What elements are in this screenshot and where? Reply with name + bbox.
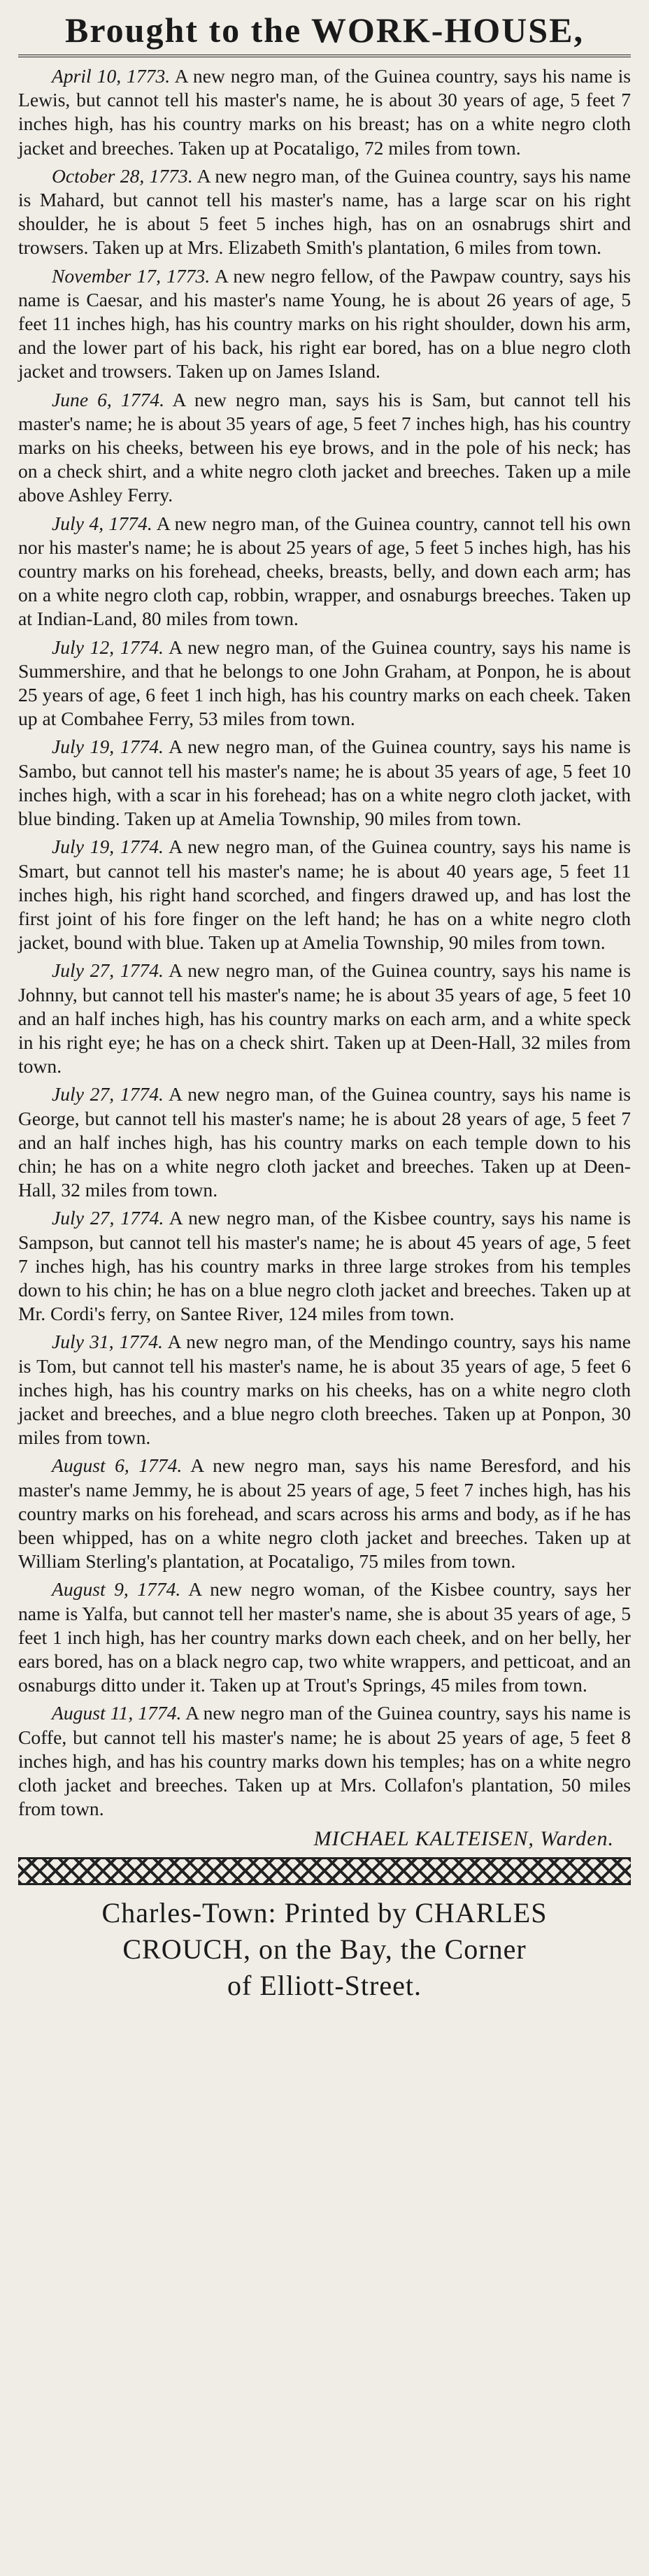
notice-text: A new negro man, of the Guinea country, says his name is Summershire, and that he belongs to one John Graham, at Ponpon, he is about 25 years of age, 6 feet 1 inch high, has his country marks on each cheek. Taken up at Combahee Ferry, 53 miles from town. xyxy=(18,636,631,730)
notice-text: A new negro man, of the Kisbee country, says his name is Sampson, but cannot tell his master's name; he is about 45 years of age, 5 feet 7 inches high, has his country marks in three large strokes from his temples down to his chin; he has on a blue negro cloth jacket and breeches. Taken up at Mr. Cordi's ferry, on Santee River, 124 miles from town. xyxy=(18,1207,631,1325)
notice-item xyxy=(18,1577,631,1697)
notice-date: April 10, 1773. xyxy=(52,65,171,87)
notice-date: July 12, 1774. xyxy=(52,636,164,658)
notice-item xyxy=(18,1330,631,1450)
page-heading: Brought to the WORK-HOUSE, xyxy=(18,10,631,57)
notice-list xyxy=(18,64,631,1821)
notice-item xyxy=(18,636,631,731)
notice-date: July 27, 1774. xyxy=(52,1083,164,1105)
notice-item xyxy=(18,959,631,1078)
notice-text: A new negro man, of the Mendingo country, says his name is Tom, but cannot tell his master's name, he is about 35 years of age, 5 feet 6 inches high, has his country marks on his cheeks, has on a white negro cloth jacket and breeches, and a blue negro cloth breeches. Taken up at Ponpon, 30 miles from town. xyxy=(18,1331,631,1449)
notice-date: November 17, 1773. xyxy=(52,264,211,287)
notice-date: July 27, 1774. xyxy=(52,1207,164,1229)
notice-text: A new negro man, of the Guinea country, says his name is Johnny, but cannot tell his master's name; he is about 35 years of age, 5 feet 10 and an half inches high, has his country marks on each arm, and a white speck in his right eye; he has on a check shirt. Taken up at Deen-Hall, 32 miles from town. xyxy=(18,959,631,1078)
notice-item xyxy=(18,1701,631,1821)
notice-text: A new negro man, of the Guinea country, says his name is Smart, but cannot tell his master's name; he is about 40 years age, 5 feet 11 inches high, his right hand scorched, and fingers drawed up, and has lost the first joint of his fore finger on the left hand; he has on a white negro cloth jacket, bound with blue. Taken up at Amelia Township, 90 miles from town. xyxy=(18,836,631,954)
notice-text: A new negro man, says his name Beresford, and his master's name Jemmy, he is about 25 years of age, 5 feet 7 inches high, has his country marks on his forehead, and scars across his arms and body, as if he has been whipped, has on a white negro cloth jacket and breeches. Taken up at William Sterling's plantation, at Pocataligo, 75 miles from town. xyxy=(18,1454,631,1573)
notice-item xyxy=(18,512,631,631)
notice-text: A new negro woman, of the Kisbee country, says her name is Yalfa, but cannot tell her master's name, she is about 35 years of age, 5 feet 1 inch high, has her country marks down each cheek, and on her belly, her ears bored, has on a black negro cap, two white wrappers, and petticoat, and an osnaburgs ditto under it. Taken up at Trout's Springs, 45 miles from town. xyxy=(18,1578,631,1696)
notice-item xyxy=(18,1206,631,1326)
notice-text: A new negro man of the Guinea country, says his name is Coffe, but cannot tell his master's name; he is about 25 years of age, 5 feet 8 inches high, and has his country marks down his temples; has on a white negro cloth jacket and breeches. Taken up at Mrs. Collafon's plantation, 50 miles from town. xyxy=(18,1702,631,1820)
notice-item xyxy=(18,835,631,954)
notice-date: July 19, 1774. xyxy=(52,736,164,758)
notice-item xyxy=(18,735,631,831)
notice-item xyxy=(18,64,631,160)
notice-text: A new negro man, of the Guinea country, says his name is Mahard, but cannot tell his master's name, has a large scar on his right shoulder, he is about 5 feet 5 inches high, has on an osnabrugs shirt and trowsers. Taken up at Mrs. Elizabeth Smith's plantation, 6 miles from town. xyxy=(18,164,631,259)
notice-text: A new negro man, of the Guinea country, says his name is Lewis, but cannot tell his master's name, he is about 30 years of age, 5 feet 7 inches high, has his country marks on his breast; has on a white negro cloth jacket and breeches. Taken up at Pocataligo, 72 miles from town. xyxy=(18,65,631,159)
notice-text: A new negro man, of the Guinea country, says his name is George, but cannot tell his master's name; he is about 28 years of age, 5 feet 7 and an half inches high, has his country marks on each temple down to his chin; he has on a white negro cloth jacket and breeches. Taken up at Deen-Hall, 32 miles from town. xyxy=(18,1083,631,1201)
notice-item xyxy=(18,264,631,384)
notice-text: A new negro man, of the Guinea country, says his name is Sambo, but cannot tell his master's name; he is about 35 years of age, 5 feet 10 inches high, with a scar in his forehead; has on a white negro cloth jacket, with blue binding. Taken up at Amelia Township, 90 miles from town. xyxy=(18,736,631,830)
notice-item xyxy=(18,164,631,260)
notice-date: August 11, 1774. xyxy=(52,1702,182,1724)
notice-date: July 4, 1774. xyxy=(52,512,152,534)
notice-date: August 6, 1774. xyxy=(52,1454,183,1477)
notice-item xyxy=(18,1082,631,1202)
notice-text: A new negro man, of the Guinea country, cannot tell his own nor his master's name; he is about 25 years of age, 5 feet 5 inches high, has his country marks on his forehead, cheeks, breasts, belly, and down each arm; has on a white negro cloth cap, robbin, wrapper, and osnaburgs breeches. Taken up at Indian-Land, 80 miles from town. xyxy=(18,512,631,630)
imprint-line-2: CROUCH, on the Bay, the Corner xyxy=(122,1933,527,1966)
notice-text: A new negro man, says his is Sam, but cannot tell his master's name; he is about 35 years of age, 5 feet 7 inches high, has his country marks on his cheeks, between his eye brows, and in the pole of his neck; has on a check shirt, and a white negro cloth jacket and breeches. Taken up a mile above Ashley Ferry. xyxy=(18,388,631,506)
warden-signature: MICHAEL KALTEISEN, Warden. xyxy=(313,1827,614,1851)
notice-date: July 31, 1774. xyxy=(52,1331,163,1353)
notice-date: October 28, 1773. xyxy=(52,164,193,187)
notice-date: August 9, 1774. xyxy=(52,1578,181,1601)
notice-item xyxy=(18,388,631,508)
imprint-line-3: of Elliott-Street. xyxy=(227,1970,422,2002)
notice-item xyxy=(18,1454,631,1573)
notice-date: July 27, 1774. xyxy=(52,959,164,982)
imprint-line-1: Charles-Town: Printed by CHARLES xyxy=(101,1897,548,1929)
printer-imprint xyxy=(18,1895,631,2004)
notice-date: July 19, 1774. xyxy=(52,836,164,858)
notice-text: A new negro fellow, of the Pawpaw country, says his name is Caesar, and his master's name Young, he is about 26 years of age, 5 feet 11 inches high, has his country marks on his right shoulder, down his arm, and the lower part of his back, his right ear bored, has on a blue negro cloth jacket and trowsers. Taken up on James Island. xyxy=(18,264,631,382)
ornamental-divider xyxy=(18,1857,631,1885)
notice-date: June 6, 1774. xyxy=(52,388,164,410)
